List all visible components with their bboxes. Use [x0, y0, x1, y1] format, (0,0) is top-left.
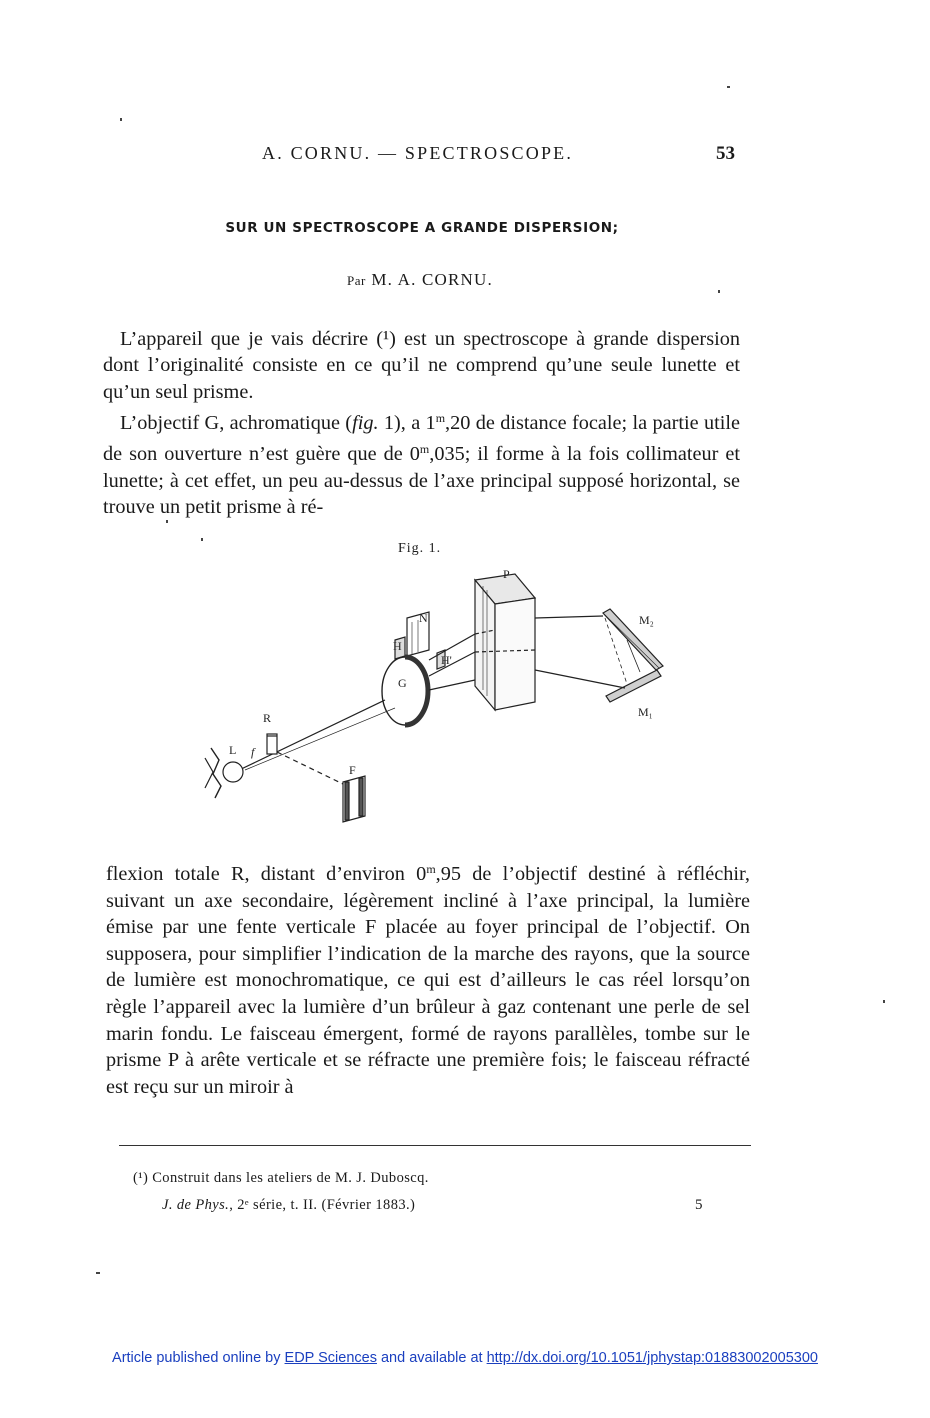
- paragraph-1: [103, 326, 740, 405]
- figure-caption: Fig. 1.: [398, 541, 442, 556]
- scan-speck: [718, 290, 720, 293]
- paragraph-2-text: ,035; il forme à la fois collimateur et lunette; à cet effet, un peu au-dessus de l’axe principal supposé horizontal, se trouve un petit prisme à ré-: [103, 443, 740, 519]
- objective-g: [382, 657, 428, 725]
- label-m2: M₂: [639, 613, 654, 627]
- prism-r: [267, 734, 277, 754]
- byline-name: M. A. CORNU.: [371, 270, 493, 289]
- paragraph-3: [106, 856, 750, 1100]
- publisher-footer: [0, 1350, 930, 1366]
- paragraph-2-text: ,20 de distance focale; la partie utile de son ouverture n’est guère que de 0: [103, 412, 741, 466]
- footer-prefix: Article published online by: [112, 1350, 285, 1366]
- scan-speck: [883, 1000, 885, 1003]
- footer-middle: and available at: [376, 1350, 487, 1366]
- byline-prefix: Par: [347, 273, 366, 288]
- label-f-lower: f: [251, 745, 255, 759]
- figure-reference: fig.: [352, 412, 379, 434]
- byline: [0, 270, 840, 290]
- paragraph-2-text: 1), a 1: [378, 412, 436, 434]
- scan-speck: [727, 86, 730, 88]
- journal-details: , 2ᵉ série, t. II. (Février 1883.): [229, 1197, 416, 1213]
- label-g: G: [398, 676, 407, 690]
- label-f-slit: F: [349, 763, 356, 777]
- running-title: A. CORNU. — SPECTROSCOPE.: [262, 143, 574, 163]
- label-l: L: [229, 743, 237, 757]
- scan-speck: [201, 538, 203, 541]
- footnote: (¹) Construit dans les ateliers de M. J. Duboscq.: [133, 1170, 429, 1186]
- sheet-number: 5: [695, 1197, 703, 1213]
- label-h: H: [393, 639, 402, 653]
- label-p: P: [503, 567, 510, 581]
- spectroscope-diagram: [185, 560, 685, 835]
- scan-speck: [120, 118, 122, 121]
- slit-f: [343, 776, 365, 822]
- article-title: SUR UN SPECTROSCOPE A GRANDE DISPERSION;: [225, 220, 619, 236]
- label-r: R: [263, 711, 272, 725]
- paragraph-3-text: flexion totale R, distant d’environ 0: [106, 863, 427, 885]
- unit-superscript: m: [426, 862, 436, 876]
- paragraph-2: [103, 405, 740, 521]
- journal-name: J. de Phys.: [162, 1197, 230, 1213]
- running-head: [0, 143, 930, 167]
- doi-link[interactable]: http://dx.doi.org/10.1051/jphystap:01883002005300: [486, 1350, 818, 1366]
- eyepiece-l: [205, 748, 243, 798]
- scan-speck: [96, 1272, 100, 1274]
- label-m1: M₁: [638, 705, 653, 719]
- page-number: 53: [716, 143, 735, 164]
- label-h-prime: H': [441, 653, 452, 667]
- unit-superscript: m: [435, 411, 446, 425]
- paragraph-1-text: L’appareil que je vais décrire (¹) est un spectroscope à grande dispersion dont l’originalité consiste en ce qu’il ne comprend qu’une seule lunette et qu’un seul prisme.: [103, 328, 740, 403]
- prism-p: [475, 574, 535, 710]
- publisher-link[interactable]: EDP Sciences: [284, 1350, 377, 1366]
- journal-reference: [162, 1197, 415, 1214]
- label-n: N: [419, 611, 428, 625]
- footnote-rule: [119, 1145, 751, 1146]
- unit-superscript: m: [419, 442, 430, 457]
- paragraph-2-text: L’objectif G, achromatique (: [120, 412, 353, 434]
- paragraph-3-text: ,95 de l’objectif destiné à réfléchir, suivant un axe secondaire, légèrement incliné à l’axe principal, la lumière émise par une fente verticale F placée au foyer principal de l’objectif. On supposera, pour simplifier l’indication de la marche des rayons, que la source de lumière est monochromatique, ce qui est d’ailleurs le cas réel lorsqu’on règle l’appareil avec la lumière d’un brûleur à gaz contenant une perle de sel marin fondu. Le faisceau émergent, formé de rayons parallèles, tombe sur le prisme P à arête verticale et se réfracte une première fois; le faisceau réfracté est reçu sur un miroir à: [106, 863, 751, 1098]
